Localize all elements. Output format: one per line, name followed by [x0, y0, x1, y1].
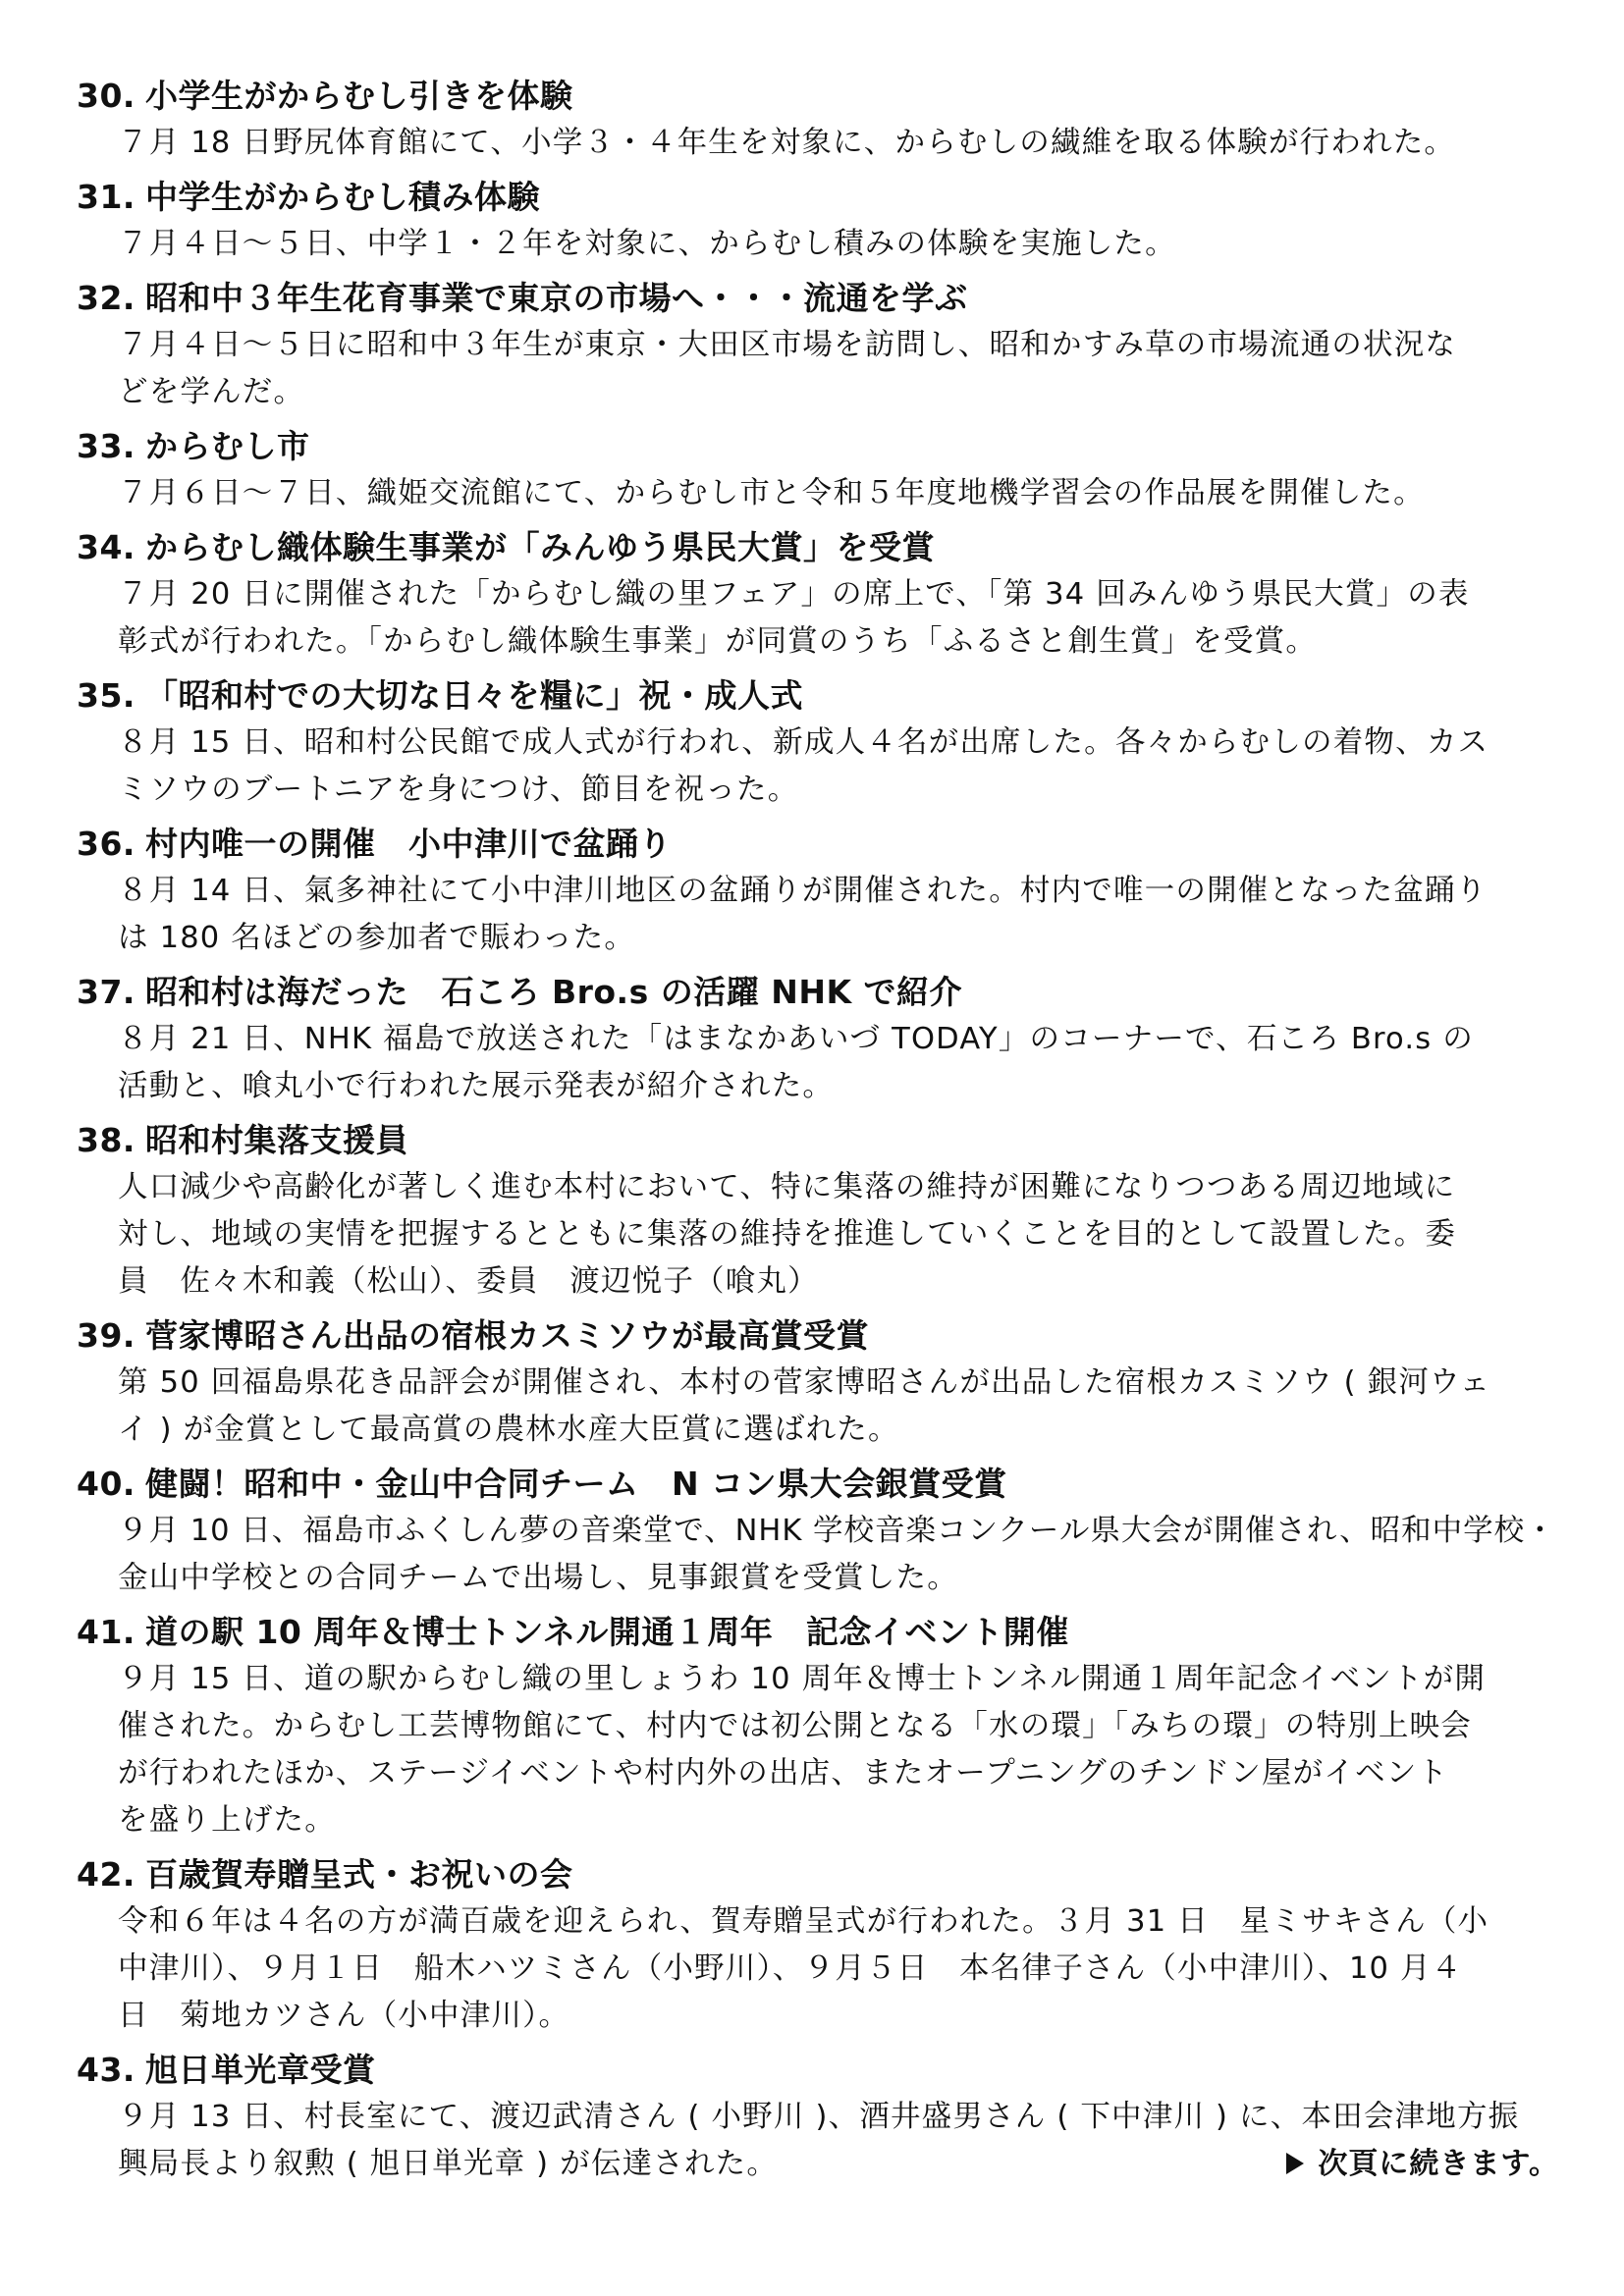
item-title: 中学生がからむし積み体験 [144, 178, 540, 216]
item-heading [77, 275, 1559, 322]
body-line: 員 佐々木和義（松山）、委員 渡辺悦子（喰丸） [118, 1264, 819, 1299]
body-line: ８月 15 日、昭和村公民館で成人式が行われ、新成人４名が出席した。各々からむしの着物、カス [118, 725, 1489, 760]
news-item [77, 1117, 1559, 1306]
item-title: 昭和中３年生花育事業で東京の市場へ・・・流通を学ぶ [144, 279, 968, 317]
item-heading [77, 73, 1559, 120]
item-title: 村内唯一の開催 小中津川で盆踊り [144, 825, 672, 863]
item-number: 35. [77, 676, 135, 715]
body-line: 対し、地域の実情を把握するとともに集落の維持を推進していくことを目的として設置した。委 [118, 1217, 1457, 1252]
body-line: ９月 15 日、道の駅からむし織の里しょうわ 10 周年＆博士トンネル開通１周年記念イベントが開 [118, 1662, 1487, 1696]
item-number: 41. [77, 1613, 135, 1651]
news-item [77, 1609, 1559, 1844]
item-body [77, 1508, 1559, 1602]
item-body [77, 2094, 1559, 2188]
item-title: 小学生がからむし引きを体験 [144, 77, 573, 115]
body-line: 金山中学校との合同チームで出場し、見事銀賞を受賞した。 [118, 1561, 958, 1595]
item-heading [77, 1609, 1559, 1656]
body-line: 日 菊地カツさん（小中津川）。 [118, 1999, 570, 2033]
item-heading [77, 1851, 1559, 1898]
item-heading [77, 821, 1559, 868]
news-item [77, 1312, 1559, 1454]
body-line: 第 50 回福島県花き品評会が開催され、本村の菅家博昭さんが出品した宿根カスミソウ ( 銀河ウェ [118, 1365, 1491, 1400]
body-line: 中津川）、９月１日 船木ハツミさん（小野川）、９月５日 本名律子さん（小中津川）、10 月４ [118, 1951, 1463, 1986]
news-item [77, 174, 1559, 268]
body-line: 活動と、喰丸小で行われた展示発表が紹介された。 [118, 1069, 835, 1103]
body-line: ７月４日～５日、中学１・２年を対象に、からむし積みの体験を実施した。 [118, 227, 1176, 261]
news-item [77, 73, 1559, 167]
body-line: ７月 20 日に開催された「からむし織の里フェア」の席上で、「第 34 回みんゆう県民大賞」の表 [118, 577, 1470, 612]
item-body [77, 322, 1559, 416]
item-body [77, 1360, 1559, 1454]
body-line: 令和６年は４名の方が満百歳を迎えられ、賀寿贈呈式が行われた。３月 31 日 星ミサキさん（小 [118, 1904, 1489, 1939]
news-item [77, 1461, 1559, 1602]
body-line: ７月４日～５日に昭和中３年生が東京・大田区市場を訪問し、昭和かすみ草の市場流通の状況な [118, 328, 1457, 362]
item-number: 42. [77, 1855, 135, 1894]
news-item [77, 423, 1559, 517]
item-heading [77, 2047, 1559, 2094]
item-heading [77, 969, 1559, 1016]
item-heading [77, 423, 1559, 470]
item-body [77, 221, 1559, 268]
item-number: 30. [77, 77, 135, 115]
item-number: 33. [77, 427, 135, 465]
item-body [77, 1164, 1559, 1306]
body-line: 興局長より叙勲 ( 旭日単光章 ) が伝達された。 [118, 2147, 779, 2181]
news-item [77, 2047, 1559, 2188]
body-line: イ ) が金賞として最高賞の農林水産大臣賞に選ばれた。 [118, 1413, 899, 1447]
item-number: 32. [77, 279, 135, 317]
body-line: ９月 10 日、福島市ふくしん夢の音楽堂で、NHK 学校音楽コンクール県大会が開催され、昭和中学校・ [118, 1514, 1556, 1548]
body-line: が行われたほか、ステージイベントや村内外の出店、またオープニングのチンドン屋がイベント [118, 1756, 1449, 1790]
item-number: 37. [77, 973, 135, 1011]
item-number: 40. [77, 1465, 135, 1503]
item-title: 菅家博昭さん出品の宿根カスミソウが最高賞受賞 [144, 1316, 869, 1355]
body-line: 人口減少や高齢化が著しく進む本村において、特に集落の維持が困難になりつつある周辺地域に [118, 1170, 1456, 1204]
item-title: からむし市 [144, 427, 310, 465]
news-item [77, 672, 1559, 814]
item-number: 36. [77, 825, 135, 863]
body-line: ８月 14 日、氣多神社にて小中津川地区の盆踊りが開催された。村内で唯一の開催となった盆踊り [118, 874, 1488, 908]
item-number: 38. [77, 1121, 135, 1159]
continued-note [1286, 2141, 1559, 2188]
continued-text: 次頁に続きます。 [1318, 2147, 1559, 2181]
body-line: を盛り上げた。 [118, 1803, 336, 1838]
body-line: 催された。からむし工芸博物館にて、村内では初公開となる「水の環」「みちの環」の特別上映会 [118, 1709, 1472, 1743]
news-item [77, 969, 1559, 1110]
item-number: 34. [77, 528, 135, 566]
item-title: からむし織体験生事業が「みんゆう県民大賞」を受賞 [144, 528, 935, 566]
item-title: 旭日単光章受賞 [144, 2051, 376, 2089]
body-line: ミソウのブートニアを身につけ、節目を祝った。 [118, 773, 799, 807]
item-heading [77, 672, 1559, 720]
body-line: ７月 18 日野尻体育館にて、小学３・４年生を対象に、からむしの繊維を取る体験が行われた。 [118, 126, 1456, 160]
item-heading [77, 524, 1559, 571]
item-number: 39. [77, 1316, 135, 1355]
item-heading [77, 174, 1559, 221]
body-line: ８月 21 日、NHK 福島で放送された「はまなかあいづ TODAY」のコーナーで、石ころ Bro.s の [118, 1022, 1474, 1056]
triangle-right-icon [1286, 2153, 1304, 2174]
news-item [77, 1851, 1559, 2040]
item-title: 昭和村は海だった 石ころ Bro.s の活躍 NHK で紹介 [144, 973, 963, 1011]
item-body [77, 120, 1559, 167]
news-item [77, 821, 1559, 962]
item-heading [77, 1461, 1559, 1508]
item-title: 昭和村集落支援員 [144, 1121, 408, 1159]
item-title: 健闘！昭和中・金山中合同チーム N コン県大会銀賞受賞 [144, 1465, 1007, 1503]
item-body [77, 571, 1559, 666]
item-body [77, 1016, 1559, 1110]
news-item [77, 275, 1559, 416]
item-body [77, 1898, 1559, 2040]
document-page [77, 73, 1559, 2195]
item-title: 百歳賀寿贈呈式・お祝いの会 [144, 1855, 573, 1894]
item-body [77, 720, 1559, 814]
item-title: 「昭和村での大切な日々を糧に」祝・成人式 [144, 676, 803, 715]
body-line: ９月 13 日、村長室にて、渡辺武清さん ( 小野川 )、酒井盛男さん ( 下中津川 ) に、本田会津地方振 [118, 2100, 1520, 2134]
item-heading [77, 1312, 1559, 1360]
body-line: どを学んだ。 [118, 375, 305, 409]
item-body [77, 1656, 1559, 1844]
item-heading [77, 1117, 1559, 1164]
body-line: は 180 名ほどの参加者で賑わった。 [118, 921, 636, 955]
item-number: 31. [77, 178, 135, 216]
item-body [77, 470, 1559, 517]
news-item [77, 524, 1559, 666]
body-line: 彰式が行われた。「からむし織体験生事業」が同賞のうち「ふるさと創生賞」を受賞。 [118, 624, 1318, 659]
item-title: 道の駅 10 周年＆博士トンネル開通１周年 記念イベント開催 [144, 1613, 1069, 1651]
item-number: 43. [77, 2051, 135, 2089]
body-line: ７月６日～７日、織姫交流館にて、からむし市と令和５年度地機学習会の作品展を開催した。 [118, 476, 1425, 510]
item-body [77, 868, 1559, 962]
